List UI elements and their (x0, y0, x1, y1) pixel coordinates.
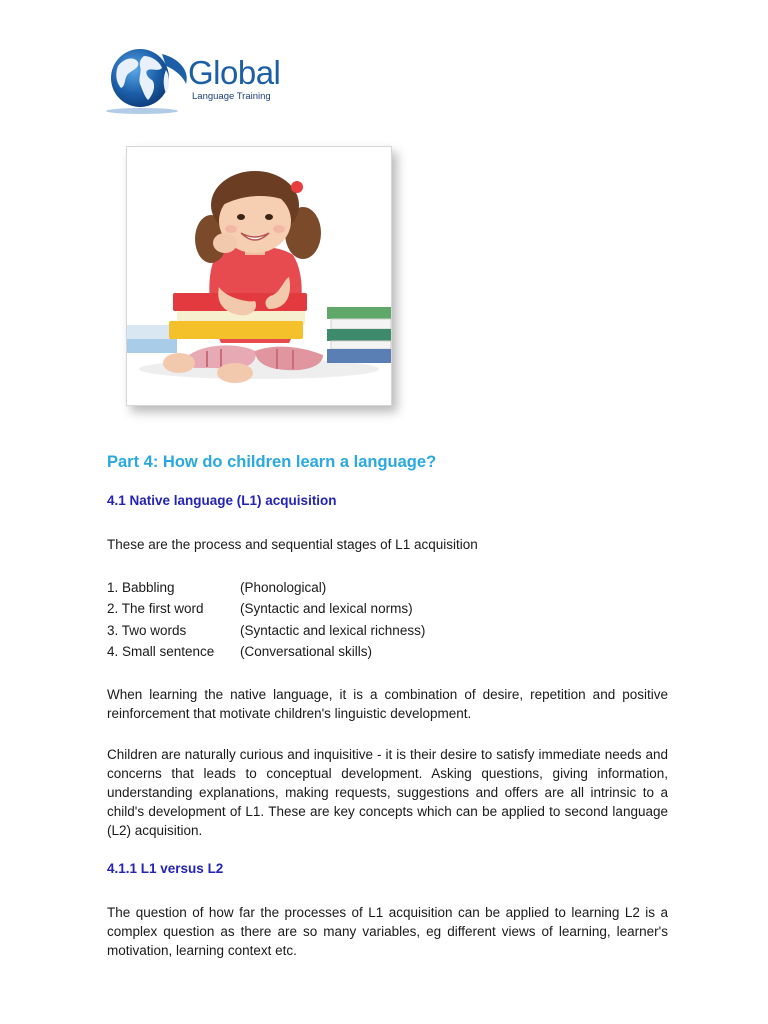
logo-tagline: Language Training (192, 91, 271, 102)
stage-name: 2. The first word (107, 601, 204, 617)
child-with-books-photo (126, 146, 392, 406)
stage-name: 1. Babbling (107, 580, 175, 595)
stage-description: (Syntactic and lexical norms) (240, 601, 413, 617)
stage-item (107, 620, 425, 641)
stage-description: (Phonological) (240, 580, 327, 595)
part-heading: Part 4: How do children learn a language? (107, 453, 437, 471)
paragraph-motivation: When learning the native language, it is a combination of desire, repetition and positive reinforcement that motivate children's linguistic development. (107, 687, 668, 721)
paragraph-l1-vs-l2: The question of how far the processes of L1 acquisition can be applied to learning L2 is a complex question as there are so many variables, eg different views of learning, learner's motivation, learning context etc. (107, 905, 668, 958)
stage-item (107, 598, 425, 619)
stage-description: (Conversational skills) (240, 643, 373, 659)
section-subheading: 4.1 Native language (L1) acquisition (107, 493, 337, 508)
intro-paragraph: These are the process and sequential stages of L1 acquisition (107, 537, 478, 552)
held-book-yellow (169, 321, 303, 339)
child-illustration (127, 147, 391, 405)
stage-description: (Syntactic and lexical richness) (240, 622, 426, 638)
logo-brand-text: Global (188, 54, 281, 91)
stage-item (107, 577, 425, 598)
section-subheading-l1-l2: 4.1.1 L1 versus L2 (107, 861, 224, 876)
stage-item (107, 641, 425, 662)
stage-name: 4. Small sentence (107, 643, 215, 659)
book (327, 307, 391, 319)
paragraph-curiosity: Children are naturally curious and inquisitive - it is their desire to satisfy immediate needs and concerns that leads to conceptual development. Asking questions, giving information, understanding explanations, making requests, suggestions and offers are all intrinsic to a child's development of L1. These are key concepts which can be applied to second language (L2) acquisition. (107, 747, 668, 838)
globe-icon (104, 44, 194, 118)
global-language-training-logo (104, 44, 281, 118)
stage-name: 3. Two words (107, 622, 187, 638)
stages-list (107, 577, 425, 662)
